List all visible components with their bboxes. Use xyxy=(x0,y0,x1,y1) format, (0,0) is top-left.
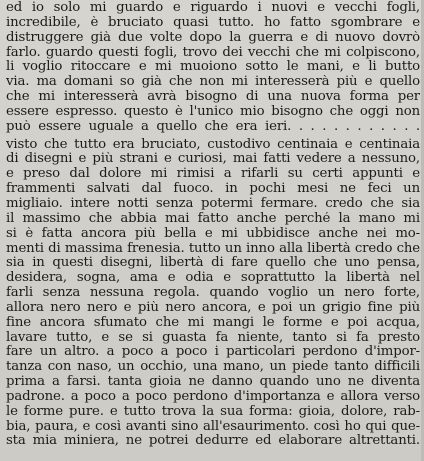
text-line: bia, paura, e così avanti sino all'esaurimento. così ho qui que- xyxy=(6,419,420,434)
text-line: e preso dal dolore mi rimisi a rifarli su certi appunti e xyxy=(6,167,420,182)
text-line: distruggere già due volte dopo la guerra e di nuovo dovrò xyxy=(6,30,420,45)
text-line: li voglio ritoccare e mi muoiono sotto le mani, e li butto xyxy=(6,60,420,75)
text-line: menti di massima frenesia. tutto un inno alla libertà credo che xyxy=(6,241,420,256)
text-line: fine ancora sfumato che mi mangi le forme e poi acqua, xyxy=(6,315,420,330)
paragraph-1 xyxy=(6,1,420,135)
text-line: può essere uguale a quello che era ieri. . . . . . . . . . . . xyxy=(6,119,420,134)
text-line: sta mia miniera, ne potrei dedurre ed elaborare altrettanti. xyxy=(6,434,420,449)
text-line: essere espresso. questo è l'unico mio bisogno che oggi non xyxy=(6,104,420,119)
paragraph-2 xyxy=(6,138,420,450)
text-line: allora nero nero e più nero ancora, e poi un grigio fine più xyxy=(6,300,420,315)
text-line: frammenti salvati dal fuoco. in pochi mesi ne feci un xyxy=(6,182,420,197)
text-line: che mi interesserà avrà bisogno di una nuova forma per xyxy=(6,90,420,105)
text-line: di disegni e più strani e curiosi, mai fatti vedere a nessuno, xyxy=(6,152,420,167)
text-line: migliaio. intere notti senza potermi fermare. credo che sia xyxy=(6,196,420,211)
text-line: tanza con naso, un occhio, una mano, un piede tanto difficili xyxy=(6,360,420,375)
text-line: sia in questi disegni, libertà di fare quello che uno pensa, xyxy=(6,256,420,271)
text-line: prima a farsi. tanta gioia ne danno quando uno ne diventa xyxy=(6,375,420,390)
text-line: farli senza nessuna regola. quando voglio un nero forte, xyxy=(6,286,420,301)
text-line: si è fatta ancora più bella e mi ubbidisce anche nei mo- xyxy=(6,226,420,241)
text-line: le forme pure. e tutto trova la sua forma: gioia, dolore, rab- xyxy=(6,404,420,419)
text-line: farlo. guardo questi fogli, trovo dei vecchi che mi colpiscono, xyxy=(6,45,420,60)
text-line: via. ma domani so già che non mi interesserà più e quello xyxy=(6,75,420,90)
text-line: visto che tutto era bruciato, custodivo centinaia e centinaia xyxy=(6,137,420,152)
body-text xyxy=(6,1,420,449)
text-line: padrone. a poco a poco perdono d'importanza e allora verso xyxy=(6,389,420,404)
text-line: lavare tutto, e se si guasta fa niente, tanto si fa presto xyxy=(6,330,420,345)
text-line: incredibile, è bruciato quasi tutto. ho fatto sgombrare e xyxy=(6,15,420,30)
text-line: desidera, sogna, ama e odia e soprattutto la libertà nel xyxy=(6,271,420,286)
text-line: il massimo che abbia mai fatto anche perché la mano mi xyxy=(6,211,420,226)
text-line: ed io solo mi guardo e riguardo i nuovi e vecchi fogli, xyxy=(6,1,420,15)
text-line: fare un altro. a poco a poco i particolari perdono d'impor- xyxy=(6,345,420,360)
